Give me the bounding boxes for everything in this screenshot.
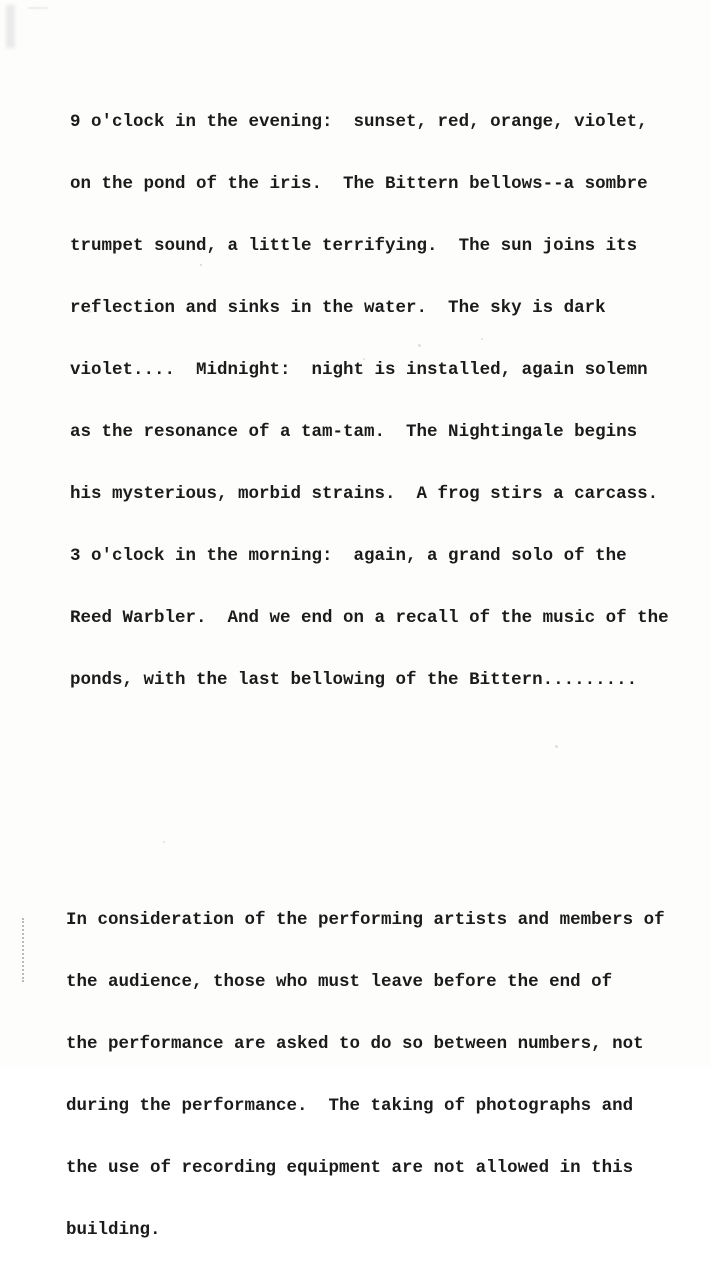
text-line: on the pond of the iris. The Bittern bellows--a sombre — [70, 174, 648, 195]
text-line: violet.... Midnight: night is installed, again solemn — [70, 360, 648, 381]
scan-speck — [418, 344, 421, 347]
text-line: 9 o'clock in the evening: sunset, red, orange, violet, — [70, 112, 648, 133]
scan-artifact-dotted-line — [22, 918, 24, 982]
audience-notice-paragraph — [66, 869, 665, 1282]
text-line: as the resonance of a tam-tam. The Nightingale begins — [70, 422, 638, 443]
scan-speck — [200, 264, 202, 266]
text-line: 3 o'clock in the morning: again, a grand solo of the — [70, 545, 627, 566]
scan-artifact-top-mark — [28, 7, 48, 9]
text-line: the performance are asked to do so between numbers, not — [66, 1034, 644, 1055]
text-line: trumpet sound, a little terrifying. The sun joins its — [70, 236, 638, 257]
scan-artifact-strip — [6, 5, 15, 48]
program-note-paragraph — [70, 71, 669, 732]
text-line: his mysterious, morbid strains. A frog stirs a carcass. — [70, 484, 659, 505]
scan-speck — [481, 338, 483, 340]
scan-speck — [363, 358, 365, 360]
scan-speck — [88, 310, 91, 313]
text-line: during the performance. The taking of photographs and — [66, 1096, 634, 1117]
text-line: In consideration of the performing artists and members of — [66, 910, 665, 931]
text-line: the use of recording equipment are not allowed in this — [66, 1158, 634, 1179]
text-line: Reed Warbler. And we end on a recall of the music of the — [70, 607, 669, 628]
scan-speck — [163, 841, 165, 843]
text-line: the audience, those who must leave before the end of — [66, 972, 613, 993]
text-line: ponds, with the last bellowing of the Bittern......... — [70, 669, 638, 690]
text-line: reflection and sinks in the water. The sky is dark — [70, 298, 606, 319]
text-line: building. — [66, 1220, 161, 1241]
scan-speck — [555, 745, 558, 748]
